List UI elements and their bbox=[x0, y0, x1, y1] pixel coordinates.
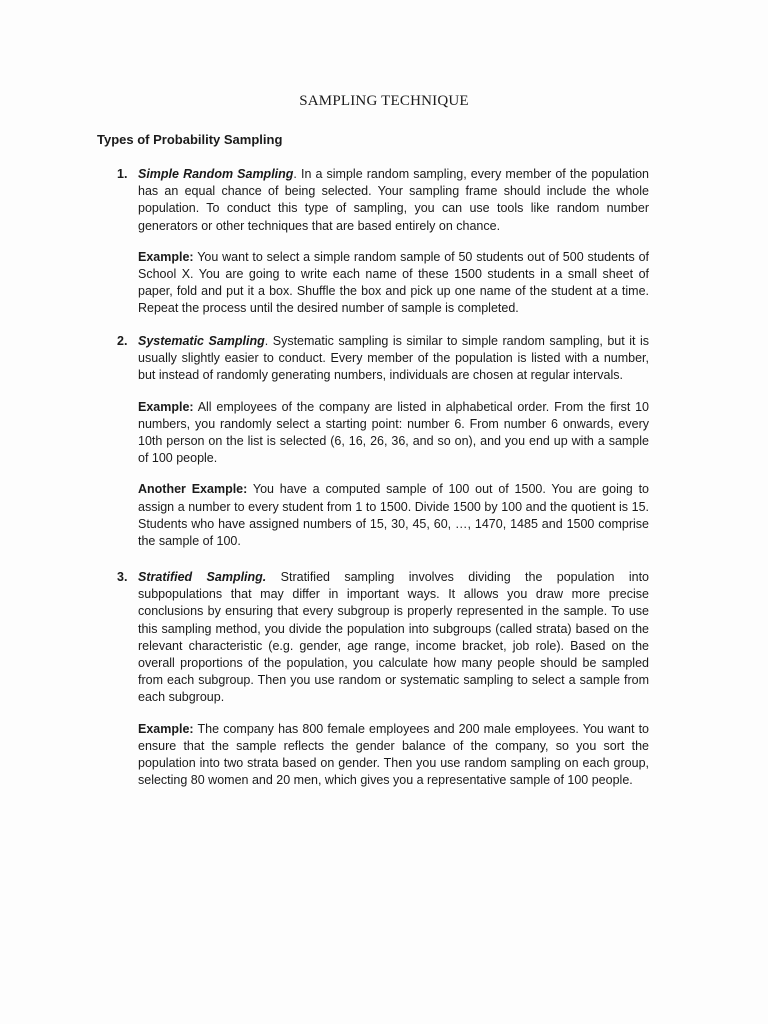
term: Simple Random Sampling bbox=[138, 167, 294, 181]
definition-text: . Systematic sampling is similar to simple random sampling, but it is usually slightly easier to conduct. Every member of the population is listed with a number, but instead of randomly generating numbers, individuals are chosen at regular intervals. bbox=[138, 334, 649, 383]
example-paragraph bbox=[138, 721, 649, 790]
example-text: All employees of the company are listed in alphabetical order. From the first 10 numbers, you randomly select a starting point: number 6. From number 6 onwards, every 10th person on the list is selected (6, 16, 26, 36, and so on), and you end up with a sample of 100 people. bbox=[138, 399, 649, 466]
example-label: Another Example: bbox=[138, 482, 248, 497]
document-title: SAMPLING TECHNIQUE bbox=[299, 93, 469, 109]
definition-text: . In a simple random sampling, every member of the population has an equal chance of being selected. Your sampling frame should include the whole population. To conduct this type of sampling, you can use tools like random number generators or other techniques that are based entirely on chance. bbox=[138, 167, 650, 233]
list-item-stratified-sampling bbox=[117, 569, 649, 789]
list-item-systematic-sampling bbox=[117, 333, 649, 550]
list-item-body bbox=[138, 166, 649, 318]
example-paragraph bbox=[138, 399, 649, 468]
definition-text: Stratified sampling involves dividing the population into subpopulations that may differ in important ways. It allows you draw more precise conclusions by ensuring that every subgroup is properly represented in the sample. To use this sampling method, you divide the population into subgroups (called strata) based on the relevant characteristic (e.g. gender, age range, income bracket, job role). Based on the overall proportions of the population, you calculate how many people should be sampled from each subgroup. Then you use random or systematic sampling to select a sample from each subgroup. bbox=[138, 570, 649, 705]
section-heading: Types of Probability Sampling bbox=[97, 132, 283, 147]
example-paragraph bbox=[138, 249, 649, 318]
example-text: You have a computed sample of 100 out of 1500. You are going to assign a number to every student from 1 to 1500. Divide 1500 by 100 and the quotient is 15. Students who have assigned numbers of 15, 30, 45, 60, …, 1470, 1485 and 1500 comprise the sample of 100. bbox=[138, 482, 649, 549]
list-item-number: 2. bbox=[117, 334, 128, 348]
example-label: Example: bbox=[138, 721, 194, 736]
definition-paragraph bbox=[138, 166, 649, 235]
example-text: You want to select a simple random sample of 50 students out of 500 students of School X. You are going to write each name of these 1500 students in a small sheet of paper, fold and put it a box. Shuffle the box and pick up one name of the student at a time. Repeat the process until the desired number of sample is completed. bbox=[138, 249, 649, 316]
list-item-number: 1. bbox=[117, 167, 128, 181]
example-label: Example: bbox=[138, 399, 194, 414]
example-text: The company has 800 female employees and 200 male employees. You want to ensure that the sample reflects the gender balance of the company, so you sort the population into two strata based on gender. Then you use random sampling on each group, selecting 80 women and 20 men, which gives you a representative sample of 100 people. bbox=[138, 721, 649, 788]
list-item-number: 3. bbox=[117, 570, 128, 584]
definition-paragraph bbox=[138, 569, 649, 707]
list-item-body bbox=[138, 333, 649, 550]
list-item-body bbox=[138, 569, 649, 789]
example-paragraph bbox=[138, 481, 649, 550]
term: Systematic Sampling bbox=[138, 334, 265, 348]
term: Stratified Sampling. bbox=[138, 570, 267, 584]
definition-paragraph bbox=[138, 333, 649, 385]
example-label: Example: bbox=[138, 249, 194, 264]
list-item-simple-random-sampling bbox=[117, 166, 649, 318]
